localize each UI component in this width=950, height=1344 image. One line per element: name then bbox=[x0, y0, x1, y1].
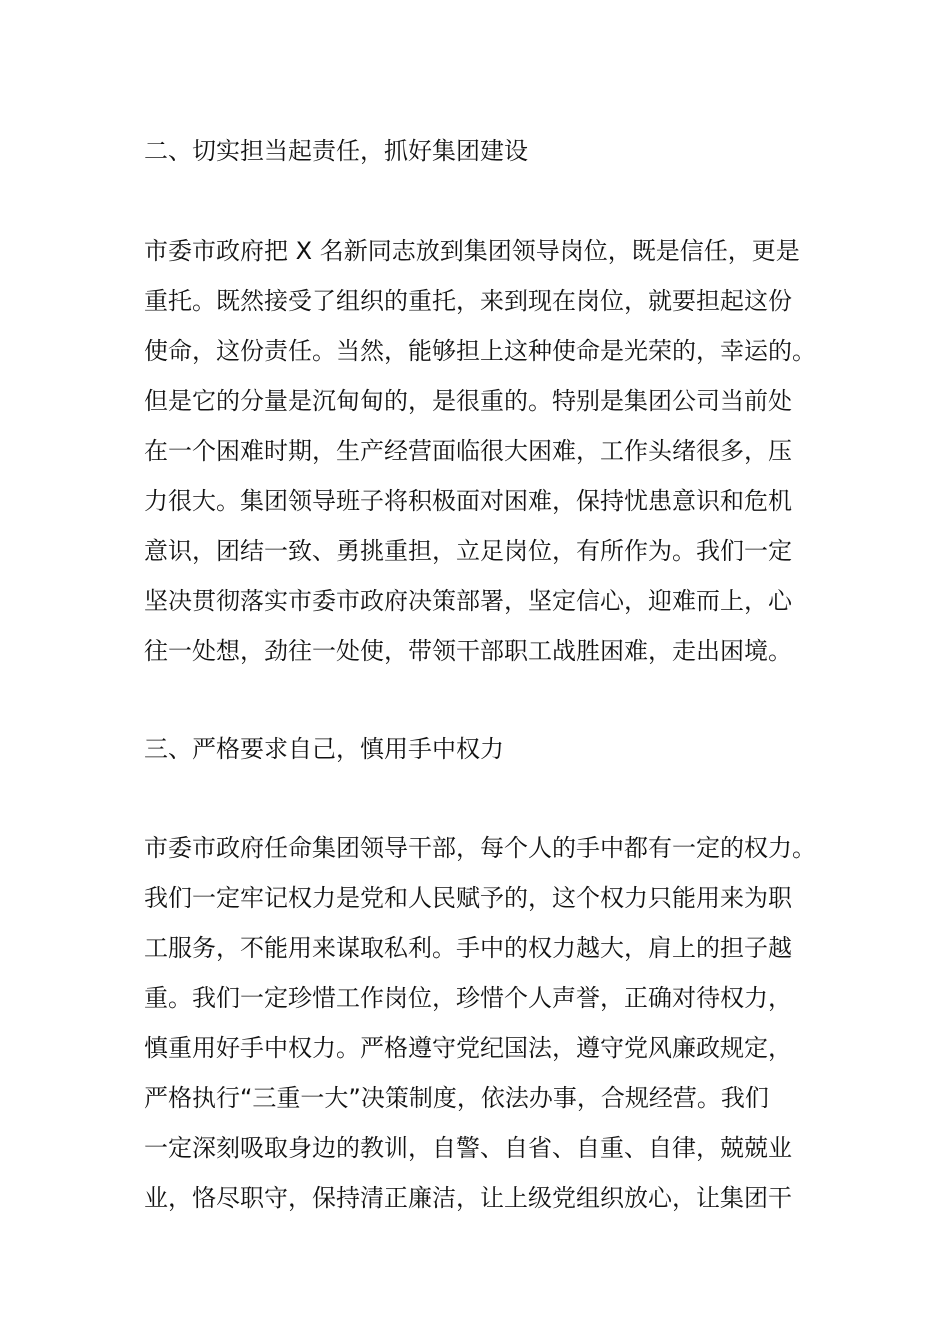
section-2-paragraph bbox=[144, 226, 824, 676]
section-2-heading: 二、切实担当起责任，抓好集团建设 bbox=[144, 137, 528, 165]
paragraph-line: 我们一定牢记权力是党和人民赋予的，这个权力只能用来为职 bbox=[144, 884, 792, 912]
paragraph-line: 一定深刻吸取身边的教训，自警、自省、自重、自律，兢兢业 bbox=[144, 1134, 792, 1162]
paragraph-line: 慎重用好手中权力。严格遵守党纪国法，遵守党风廉政规定， bbox=[144, 1034, 792, 1062]
paragraph-line: 业，恪尽职守，保持清正廉洁，让上级党组织放心，让集团干 bbox=[144, 1184, 792, 1212]
paragraph-line: 意识，团结一致、勇挑重担，立足岗位，有所作为。我们一定 bbox=[144, 537, 792, 565]
paragraph-line: 市委市政府把 X 名新同志放到集团领导岗位，既是信任，更是 bbox=[144, 237, 800, 265]
paragraph-line: 重托。既然接受了组织的重托，来到现在岗位，就要担起这份 bbox=[144, 287, 792, 315]
paragraph-line: 力很大。集团领导班子将积极面对困难，保持忧患意识和危机 bbox=[144, 487, 792, 515]
paragraph-line: 但是它的分量是沉甸甸的，是很重的。特别是集团公司当前处 bbox=[144, 387, 792, 415]
paragraph-line: 在一个困难时期，生产经营面临很大困难，工作头绪很多，压 bbox=[144, 437, 792, 465]
section-3-heading: 三、严格要求自己，慎用手中权力 bbox=[144, 735, 504, 763]
paragraph-line: 严格执行“三重一大”决策制度，依法办事，合规经营。我们 bbox=[144, 1084, 769, 1112]
section-3-paragraph bbox=[144, 823, 824, 1223]
paragraph-line: 使命，这份责任。当然，能够担上这种使命是光荣的，幸运的。 bbox=[144, 337, 816, 365]
paragraph-line: 工服务，不能用来谋取私利。手中的权力越大，肩上的担子越 bbox=[144, 934, 792, 962]
paragraph-line: 重。我们一定珍惜工作岗位，珍惜个人声誉，正确对待权力， bbox=[144, 984, 792, 1012]
paragraph-line: 坚决贯彻落实市委市政府决策部署，坚定信心，迎难而上，心 bbox=[144, 587, 792, 615]
paragraph-line: 往一处想，劲往一处使，带领干部职工战胜困难，走出困境。 bbox=[144, 637, 792, 665]
paragraph-line: 市委市政府任命集团领导干部，每个人的手中都有一定的权力。 bbox=[144, 834, 816, 862]
